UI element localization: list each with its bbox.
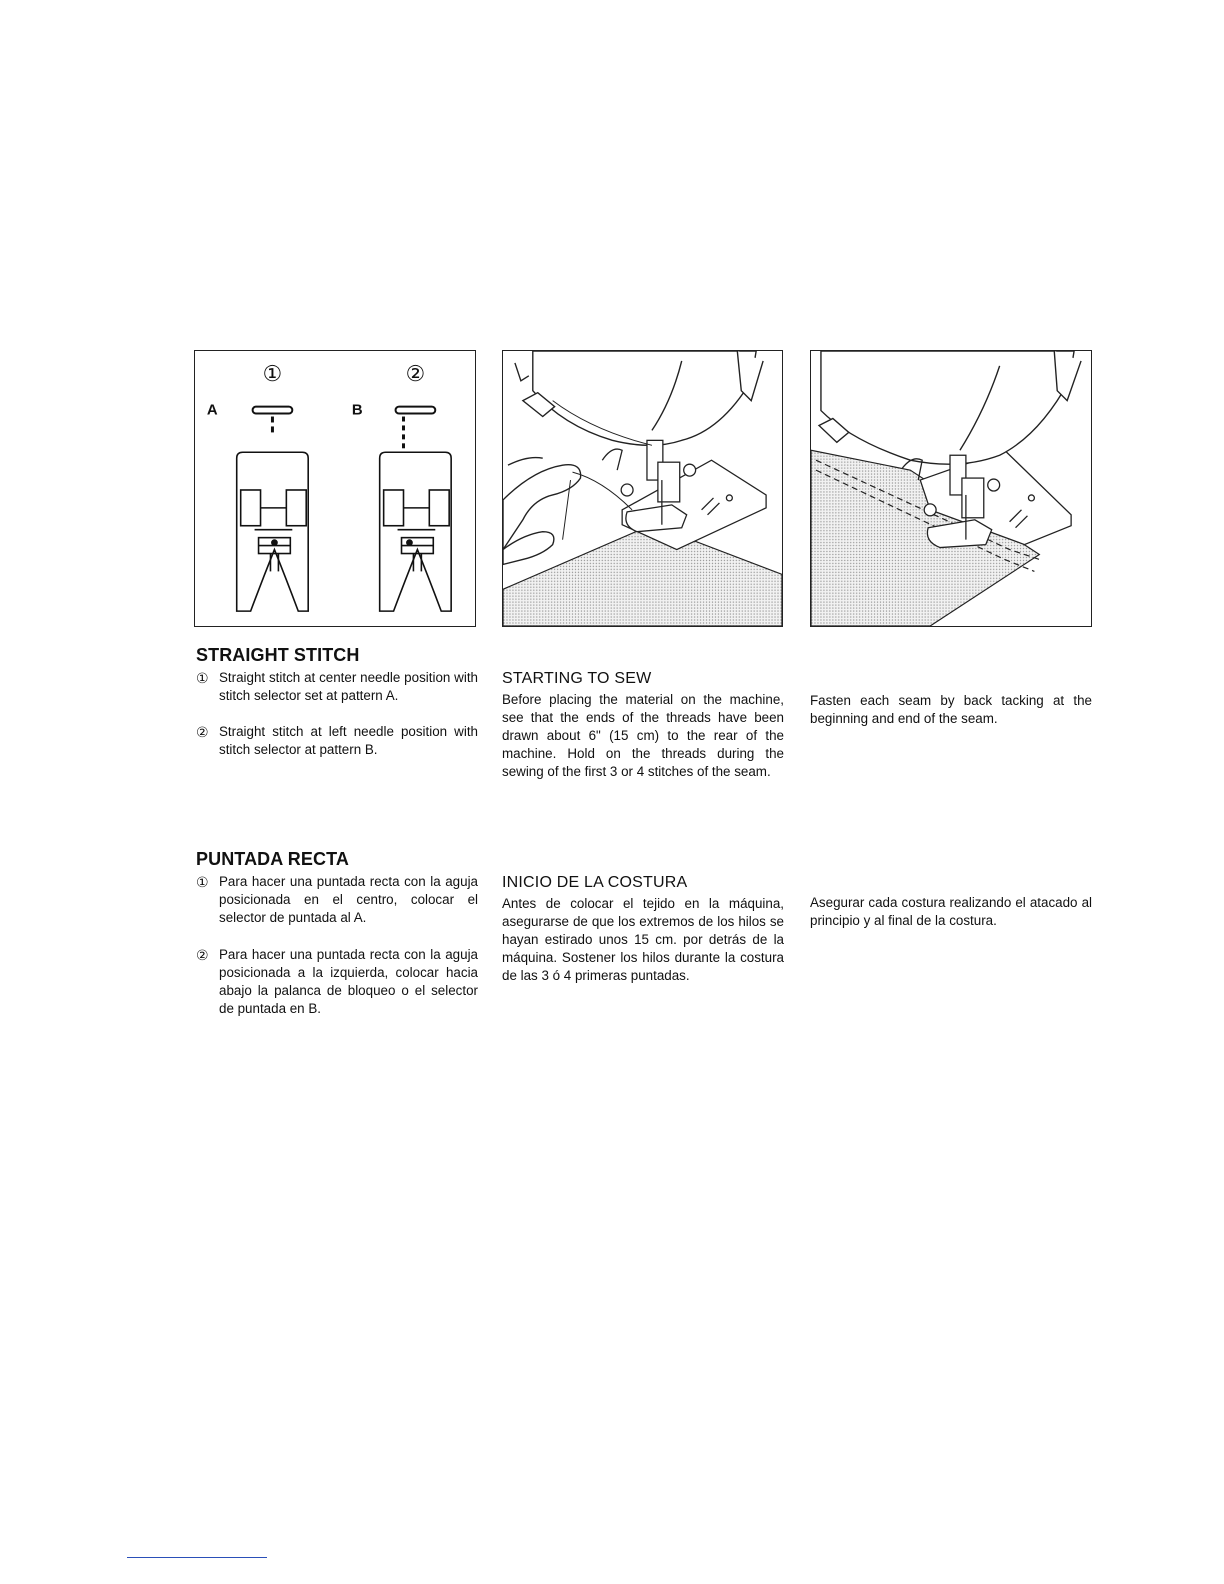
fasten-seam-text: Fasten each seam by back tacking at the beginning and end of the seam.: [810, 693, 1092, 726]
item-number: ②: [196, 724, 209, 740]
inicio-heading: INICIO DE LA COSTURA: [502, 874, 688, 891]
item-text: Straight stitch at left needle position with stitch selector at pattern B.: [219, 724, 478, 757]
machine-head-icon: [515, 351, 763, 445]
presser-foot-a-icon: [237, 452, 308, 611]
straight-stitch-heading: STRAIGHT STITCH: [196, 645, 360, 665]
machine-head-icon: [819, 351, 1081, 464]
hand-icon: [503, 458, 581, 565]
needle-slot-b-icon: [396, 407, 436, 449]
label-a: A: [206, 402, 218, 419]
presser-foot-figure: [194, 350, 476, 627]
item-number: ①: [196, 670, 209, 686]
bottom-rule: [127, 1557, 267, 1558]
item-number: ①: [196, 874, 209, 890]
puntada-recta-item-1: [196, 873, 478, 927]
asegurar-text: Asegurar cada costura realizando el atacado al principio y al final de la costura.: [810, 895, 1092, 928]
straight-stitch-item-2: [196, 723, 478, 759]
straight-stitch-item-1: [196, 669, 478, 705]
label-b: B: [351, 402, 363, 419]
marker-2: ②: [405, 361, 426, 387]
starting-to-sew-heading: STARTING TO SEW: [502, 670, 652, 687]
item-text: Para hacer una puntada recta con la aguja posicionada a la izquierda, colocar hacia abajo la palanca de bloqueo o el selector de puntada en B.: [219, 947, 478, 1016]
item-text: Para hacer una puntada recta con la aguja posicionada en el centro, colocar el selector de puntada al A.: [219, 874, 478, 925]
inicio-text: Antes de colocar el tejido en la máquina, asegurarse de que los extremos de los hilos se hayan estirado unos 15 cm. por detrás de la máquina. Sostener los hilos durante la costura de las 3 ó 4 primeras puntadas.: [502, 896, 784, 983]
puntada-recta-heading: PUNTADA RECTA: [196, 849, 349, 869]
marker-1: ①: [262, 361, 283, 387]
needle-slot-a-icon: [253, 407, 293, 433]
starting-to-sew-text: Before placing the material on the machine, see that the ends of the threads have been drawn about 6" (15 cm) to the rear of the machine. Hold on the threads during the sewing of the first 3 or 4 stitches of the seam.: [502, 692, 784, 779]
puntada-recta-item-2: [196, 946, 478, 1018]
item-text: Straight stitch at center needle position with stitch selector set at pattern A.: [219, 670, 478, 703]
item-number: ②: [196, 947, 209, 963]
starting-to-sew-figure: [502, 350, 783, 627]
presser-foot-b-icon: [380, 452, 451, 611]
back-tacking-figure: [810, 350, 1092, 627]
